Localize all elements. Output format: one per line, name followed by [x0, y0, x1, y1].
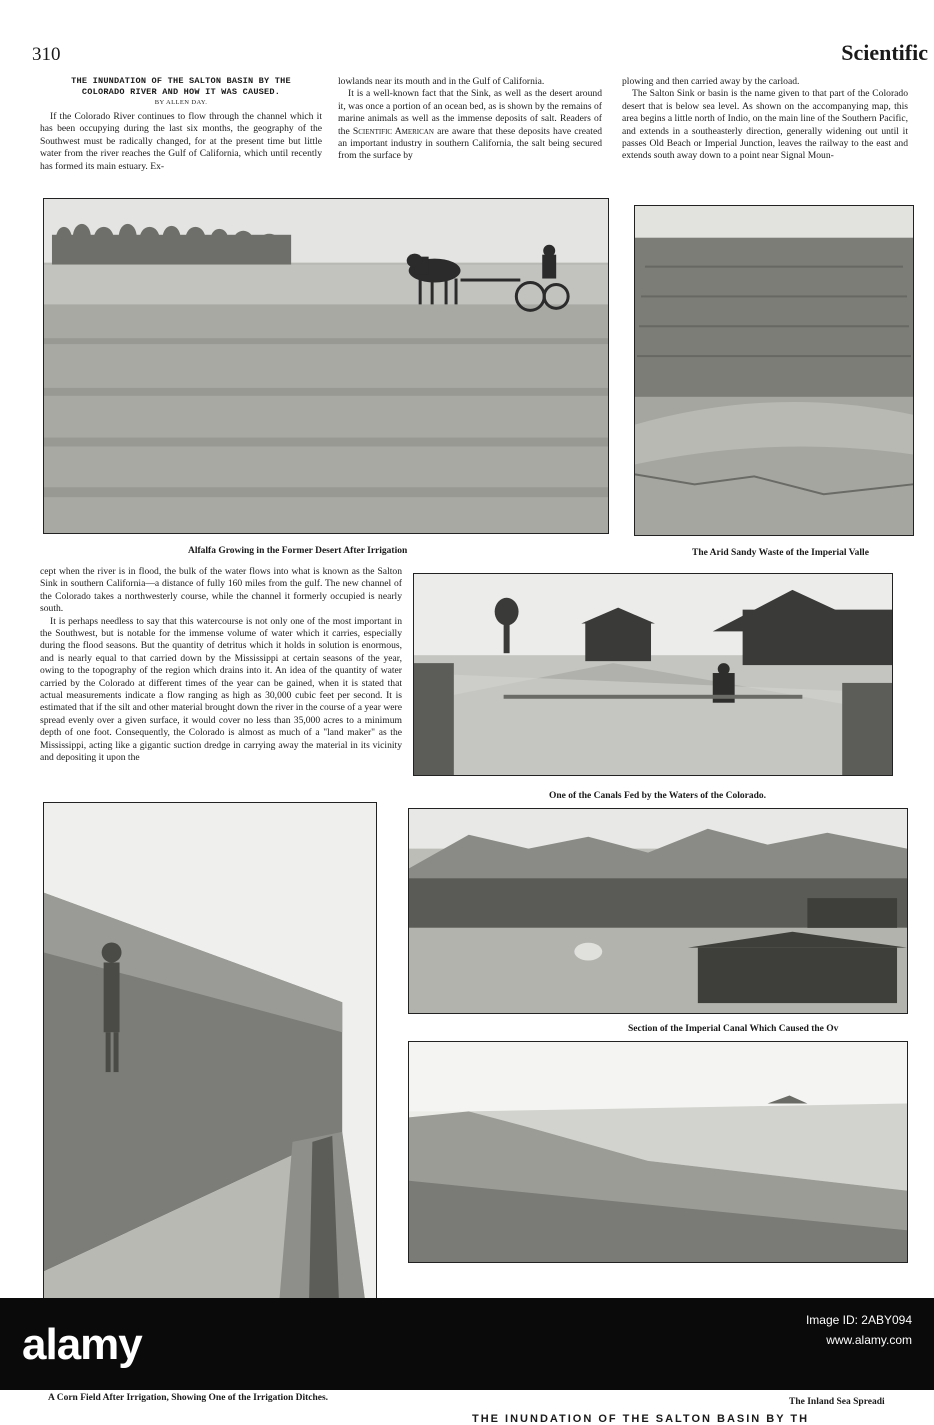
column-1 — [40, 111, 322, 173]
bottom-banner: THE INUNDATION OF THE SALTON BASIN BY TH — [472, 1413, 810, 1425]
stock-image-id: Image ID: 2ABY094 — [805, 1313, 912, 1327]
col3-paragraph-2: The Salton Sink or basin is the name given to that part of the Colorado desert that is below sea level. As shown on the accompanying map, this area begins a little north of Indio, on the main line of the Southern Pacific, and extends in a southeasterly direction, generally widening out until it passes Old Beach or Imperial Junction, leaves the railway to the east and extends south away down to a point near Signal Moun- — [622, 88, 908, 162]
col2-paragraph-2: It is a well-known fact that the Sink, as well as the desert around it, was once a portion of an ocean bed, as is shown by the remains of marine animals as well as the immense deposits of salt. Readers of the Scientific American are aware that these deposits have created an important industry in southern California, the salt being secured from the surface by — [338, 88, 603, 162]
stock-logo: alamy — [22, 1320, 142, 1369]
caption-corn: A Corn Field After Irrigation, Showing One of the Irrigation Ditches. — [48, 1393, 329, 1403]
caption-imperial-canal: Section of the Imperial Canal Which Caused the Ov — [628, 1024, 839, 1034]
column-2 — [338, 76, 602, 163]
mid-paragraph-1: cept when the river is in flood, the bulk of the water flows into what is known as the Salton Sink in southern California—a distance of fully 160 miles from the gulf. The new channel of the Colorado takes a northwesterly course, while the channel it formerly occupied is nearly south. — [40, 566, 402, 615]
column-3 — [622, 76, 908, 163]
photo-alfalfa-field — [43, 198, 609, 534]
caption-alfalfa: Alfalfa Growing in the Former Desert After Irrigation — [188, 546, 408, 556]
caption-inland-sea: The Inland Sea Spreadi — [789, 1397, 885, 1407]
article-title — [40, 76, 322, 98]
caption-canals: One of the Canals Fed by the Waters of the Colorado. — [549, 791, 766, 801]
col2-paragraph-1: lowlands near its mouth and in the Gulf of California. — [338, 76, 545, 87]
photo-arid-waste — [634, 205, 914, 536]
photo-imperial-canal — [408, 808, 908, 1014]
journal-title: Scientific — [841, 40, 928, 65]
article-title-line1: THE INUNDATION OF THE SALTON BASIN BY THE — [71, 76, 291, 86]
stock-info — [806, 1310, 912, 1350]
article-title-line2: COLORADO RIVER AND HOW IT WAS CAUSED. — [81, 87, 281, 97]
caption-arid: The Arid Sandy Waste of the Imperial Valle — [692, 548, 869, 558]
stock-url: www.alamy.com — [826, 1333, 912, 1347]
page-number: 310 — [32, 44, 61, 65]
mid-paragraph-2: It is perhaps needless to say that this watercourse is not only one of the most important in the Southwest, but is notable for the immense volume of water which it carries, especially during the flood seasons. But the quantity of detritus which it holds in solution is enormous, and is nearly equal to that carried down by the Mississippi at certain seasons of the year, owing to the topography of the region which drains into it. An idea of the quantity of water carried by the Colorado at different times of the year can be gained, when it is stated that actual measurements indicate a flow ranging as high as 30,000 cubic feet per second. It is estimated that if the silt and other material brought down the river in the course of a year were spread evenly over a given surface, it would cover no less than 35,000 acres to a minimum depth of one foot. Consequently, the Colorado is almost as much of a "land maker" as the Mississippi, acting like a gigantic suction dredge in carrying away the material in its vicinity and depositing it upon the — [40, 615, 402, 764]
photo-canal — [413, 573, 893, 776]
middle-text-column — [40, 566, 402, 765]
photo-corn-field — [43, 802, 377, 1382]
byline: BY ALLEN DAY. — [154, 99, 208, 106]
photo-inland-sea — [408, 1041, 908, 1263]
col1-paragraph: If the Colorado River continues to flow through the channel which it has been occupying during the last six months, the geography of the Southwest must be radically changed, for at the present time but little water from the river reaches the Gulf of California, which until recently has formed its main estuary. Ex- — [40, 111, 322, 172]
stock-watermark-bar — [0, 1298, 934, 1390]
col3-paragraph-1: plowing and then carried away by the carload. — [622, 76, 800, 87]
